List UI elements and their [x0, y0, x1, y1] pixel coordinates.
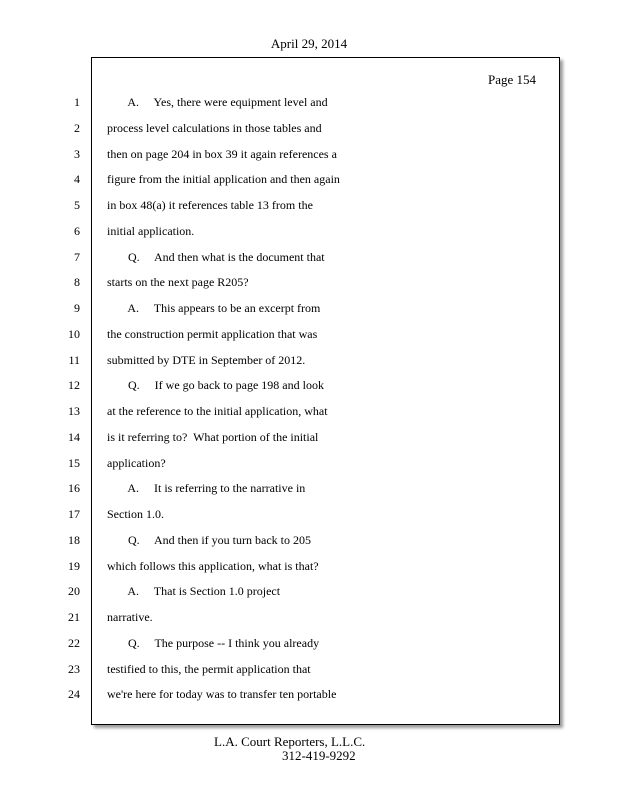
line-number: 4	[74, 172, 80, 186]
line-number: 17	[68, 507, 80, 521]
transcript-line: Section 1.0.	[107, 507, 164, 521]
transcript-line: the construction permit application that was	[107, 327, 318, 341]
transcript-line: A. This appears to be an excerpt from	[107, 301, 321, 315]
transcript-line: in box 48(a) it references table 13 from the	[107, 198, 313, 212]
transcript-line: starts on the next page R205?	[107, 275, 249, 289]
transcript-line: initial application.	[107, 224, 195, 238]
transcript-line: figure from the initial application and then again	[107, 172, 340, 186]
transcript-line: Q. And then if you turn back to 205	[107, 533, 311, 547]
line-number: 22	[68, 636, 80, 650]
transcript-line: application?	[107, 456, 166, 470]
transcript-line: Q. And then what is the document that	[107, 250, 325, 264]
line-number: 16	[68, 481, 80, 495]
line-number: 13	[68, 404, 80, 418]
line-number: 11	[68, 353, 80, 367]
transcript-line: A. Yes, there were equipment level and	[107, 95, 328, 109]
transcript-line: narrative.	[107, 610, 153, 624]
line-number: 5	[74, 198, 80, 212]
transcript-line: which follows this application, what is that?	[107, 559, 319, 573]
transcript-line: testified to this, the permit application that	[107, 662, 311, 676]
line-number: 12	[68, 378, 80, 392]
line-number: 14	[68, 430, 80, 444]
footer-company: L.A. Court Reporters, L.L.C.	[214, 734, 366, 749]
footer-phone: 312-419-9292	[282, 748, 356, 763]
line-number: 3	[74, 147, 80, 161]
line-number: 2	[74, 121, 80, 135]
line-number: 10	[68, 327, 80, 341]
transcript-line: then on page 204 in box 39 it again references a	[107, 147, 337, 161]
page-number: Page 154	[487, 72, 536, 87]
transcript-line: Q. If we go back to page 198 and look	[107, 378, 324, 392]
line-number: 20	[68, 584, 80, 598]
line-number: 21	[68, 610, 80, 624]
transcript-line: process level calculations in those tables and	[107, 121, 322, 135]
line-number: 7	[74, 250, 80, 264]
header-date: April 29, 2014	[270, 36, 348, 51]
line-number: 8	[74, 275, 80, 289]
line-number: 18	[68, 533, 80, 547]
line-number: 1	[74, 95, 80, 109]
transcript-line: we're here for today was to transfer ten portable	[107, 687, 337, 701]
transcript-line: submitted by DTE in September of 2012.	[107, 353, 306, 367]
line-number: 23	[68, 662, 80, 676]
line-number: 6	[74, 224, 80, 238]
line-number: 19	[68, 559, 80, 573]
transcript-line: Q. The purpose -- I think you already	[107, 636, 320, 650]
transcript-line: at the reference to the initial application, what	[107, 404, 328, 418]
line-number: 24	[68, 687, 80, 701]
line-number: 9	[74, 301, 80, 315]
transcript-line: A. It is referring to the narrative in	[107, 481, 306, 495]
transcript-line: is it referring to? What portion of the initial	[107, 430, 319, 444]
line-number: 15	[68, 456, 80, 470]
transcript-line: A. That is Section 1.0 project	[107, 584, 281, 598]
